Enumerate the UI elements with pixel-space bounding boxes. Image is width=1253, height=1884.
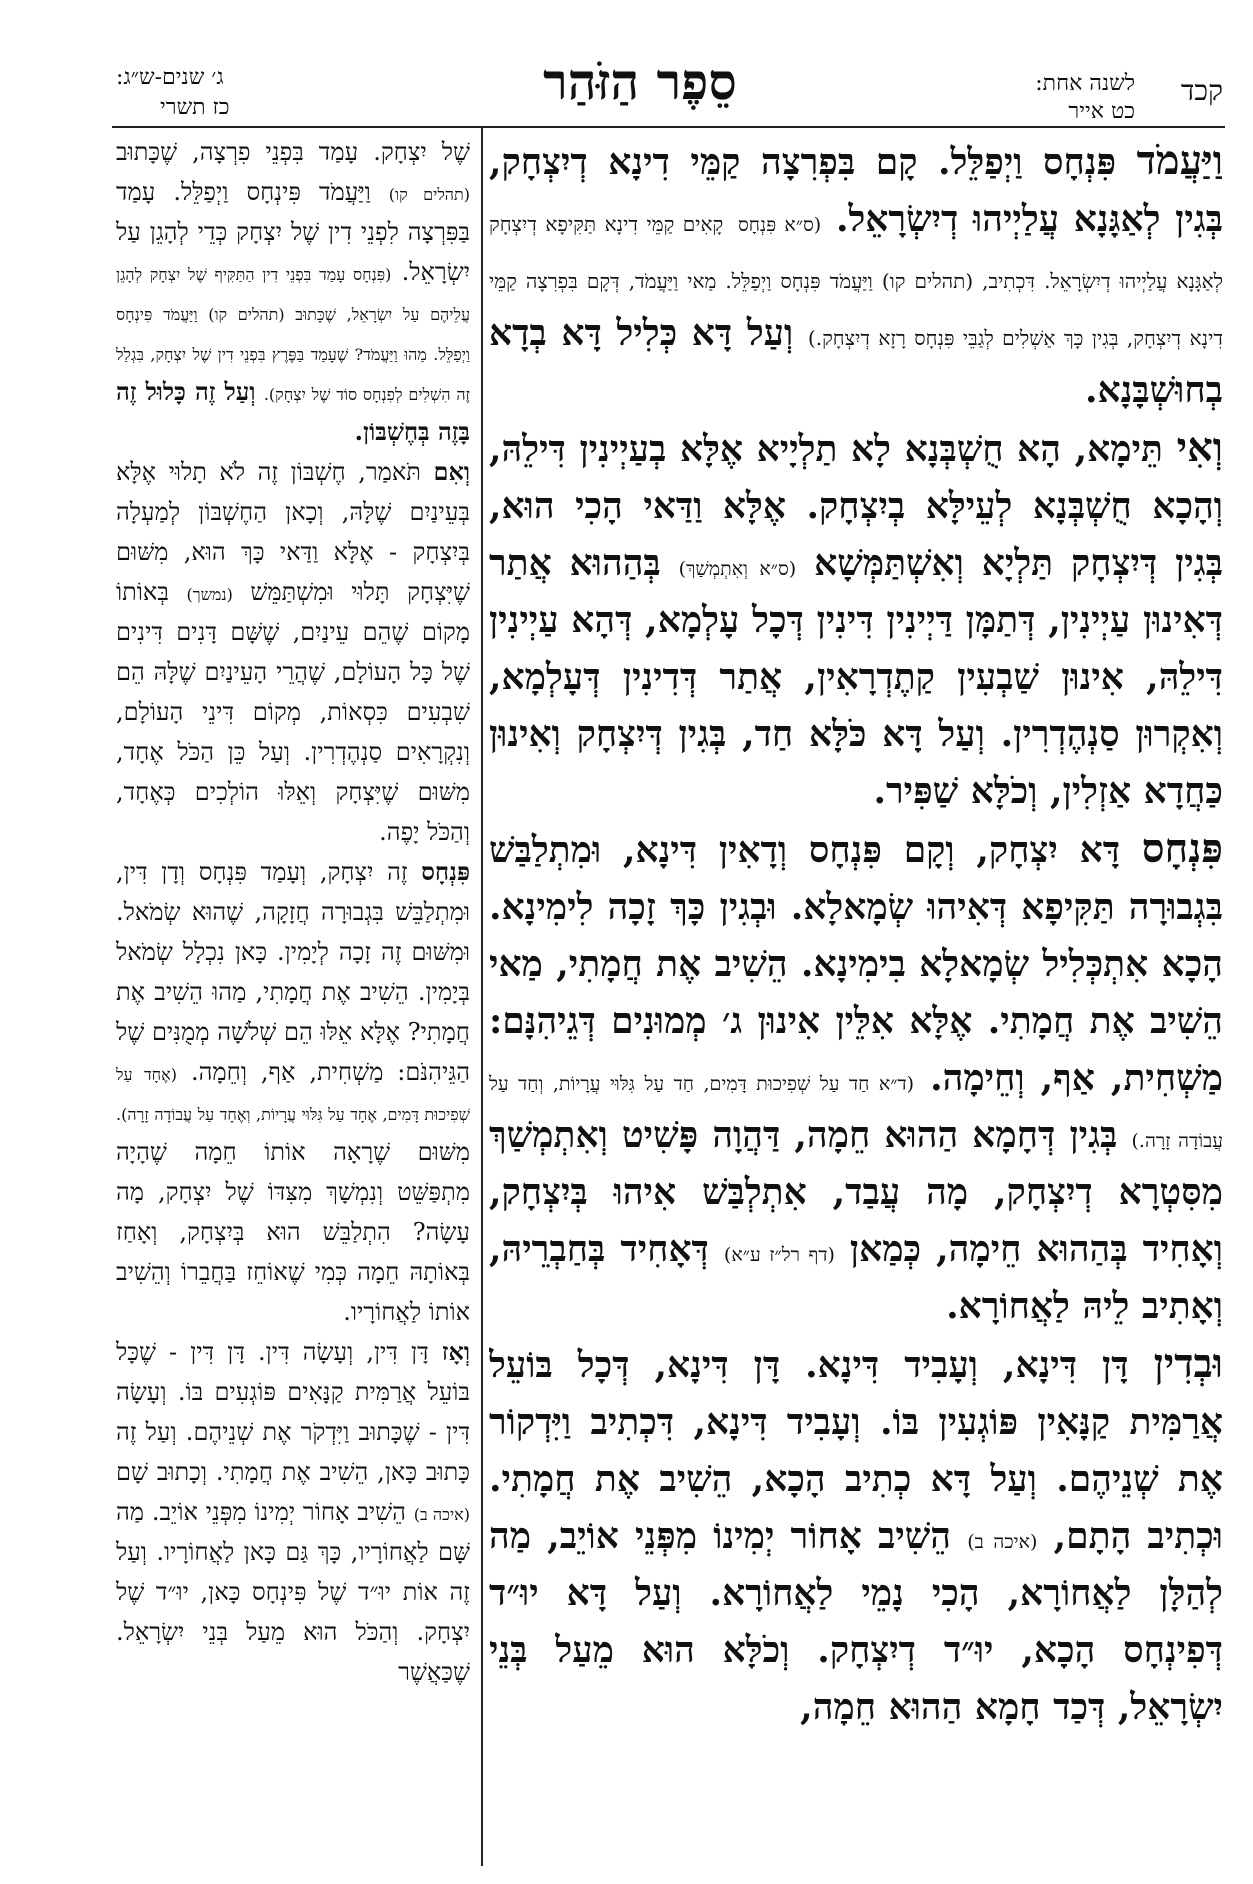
translation-text: בְּאוֹתוֹ מָקוֹם שֶׁהֵם עֵינַיִם, שֶׁשָּׁם דָּנִים דִּינִים שֶׁל כָּל הָעוֹלָם, שֶׁהֲרֵי הָעֵינַיִם שֶׁלָּהּ הֵם שִׁבְעִים כִּסְאוֹת, מְקוֹם דִּינֵי הָעוֹלָם, וְנִקְרָאִים סַנְהֶדְרִין. וְעַל כֵּן הַכֹּל אֶחָד, מִשּׁוּם שֶׁיִּצְחָק וְאֵלּוּ הוֹלְכִים כְּאֶחָד, וְהַכֹּל יָפֶה. — [116, 578, 470, 846]
translation-text: זֶה יִצְחָק, וְעָמַד פִּנְחָס וְדָן דִּין, וּמִתְלַבֵּשׁ בִּגְבוּרָה חֲזָקָה, שֶׁהוּא שְׂמֹאל. וּמִשּׁוּם זֶה זָכָה לְיָמִין. כָּאן נִכְלָל שְׂמֹאל בְּיָמִין. הֵשִׁיב אֶת חֲמָתִי, מַהוּ הֵשִׁיב אֶת חֲמָתִי? אֶלָּא אֵלּוּ הֵם שְׁלֹשָׁה מְמֻנִּים שֶׁל הַגֵּיהִנֹּם: מַשְׁחִית, אַף, וְחֵמָה. — [116, 858, 470, 1086]
main-text: פִּנְחָס וַיְפַלֵּל. קָם בִּפְרִצָה קַמֵּי דִינָא דְיִצְחָק, בְּגִין לְאַגָּנָא עֲלַיְיהוּ דְיִשְׂרָאֵל. — [489, 141, 1223, 240]
column-divider — [481, 126, 483, 1866]
verse-reference: (איכה ב) — [967, 1531, 1038, 1553]
translation-text: שֶׁל יִצְחָק. עָמַד בִּפְנֵי פִרְצָה, שֶׁכָּתוּב — [116, 138, 470, 166]
main-text: בְּגִין דְּחָמָא הַהוּא חֵמָה, דַּהֲוָה פָּשִׁיט וְאִתְמְשַׁךְ מִסִּטְרָא דְיִצְחָק, מָה עֲבַד, אִתְלְבַּשׁ אִיהוּ בְּיִצְחָק, וְאָחִיד בְּהַהוּא חֵימָה, כְּמַאן — [489, 1114, 1223, 1270]
paragraph-lead-word: וּבְדִין — [1153, 1340, 1223, 1387]
paragraph-lead-word: וְאָז — [441, 1337, 470, 1366]
main-text: הֵשִׁיב אָחוֹר יְמִינוֹ מִפְּנֵי אוֹיֵב, מַה לְהַלָּן לַאֲחוֹרָא, הָכִי נָמֵי לַאֲחוֹרָא. וְעַל דָּא יוּ״ד דְּפִינְחָס הָכָא, יוּ״ד דְיִצְחָק. וְכֹלָּא הוּא מֵעַל בְּנֵי יִשְׂרָאֵל, דְּכַד חָמָא הַהוּא חֵמָה, — [489, 1515, 1223, 1728]
folio-reference: (דף רל״ז ע״א) — [723, 1244, 835, 1266]
main-text: וְעַל דָּא כְּלִיל דָּא בְדָא בְחוּשְׁבָּנָא. — [489, 312, 1223, 411]
translation-text: וְעַל זֶה כָּלוּל זֶה בָּזֶה בְּחֶשְׁבּוֹן. — [116, 377, 470, 446]
translation-text: וַיַּעֲמֹד פִּינְחָס וַיְפַלֵּל. עָמַד בַּפִּרְצָה לִפְנֵי דִין שֶׁל יִצְחָק כְּדֵי לְהָגֵן עַל יִשְׂרָאֵל. — [116, 178, 470, 286]
variant-note: (נמשך) — [186, 585, 233, 604]
main-text: דָּא יִצְחָק, וְקָם פִּנְחָס וְדָאִין דִּינָא, וּמִתְלַבַּשׁ בִּגְבוּרָה תַּקִּיפָא דְּאִיהוּ שְׂמָאלָא. וּבְגִין כָּךְ זָכָה לִימִינָא. הָכָא אִתְכְּלִיל שְׂמָאלָא בִימִינָא. הֵשִׁיב אֶת חֲמָתִי, מַאי הֵשִׁיב אֶת חֲמָתִי. אֶלָּא אִלֵּין אִינוּן ג׳ מְמוּנִים דְּגֵיהִנָּם: מַשְׁחִית, אַף, וְחֵימָה. — [489, 829, 1223, 1099]
paragraph-lead-word: פִּנְחָס — [1141, 825, 1223, 872]
variant-note: (ד״א חַד עַל שְׁפִיכוּת דָּמִים, חַד עַל גִּלּוּי עֲרָיוֹת, וְחַד עַל עֲבוֹדָה זָרָה.) — [489, 1073, 1223, 1152]
main-text-column — [489, 132, 1223, 1872]
translation-text: תֹּאמַר, חֶשְׁבּוֹן זֶה לֹא תָלוּי אֶלָּא בְּעֵינַיִם שֶׁלָּהּ, וְכָאן הַחֶשְׁבּוֹן לְמַעְלָה בְּיִצְחָק - אֶלָּא וַדַּאי כָּךְ הוּא, מִשּׁוּם שֶׁיִּצְחָק תָּלוּי וּמִשְׁתַּמֵּשׁ — [116, 458, 470, 606]
book-title: סֵפֶר הַזֹּהַר — [543, 52, 737, 111]
translation-paragraph-2 — [116, 452, 470, 852]
translation-paragraph-1 — [116, 132, 470, 452]
main-paragraph-1 — [489, 132, 1223, 419]
paragraph-lead-word: וְאִי — [1176, 424, 1223, 471]
main-paragraph-4 — [489, 1335, 1223, 1736]
variant-text: (פִּנְחָס עָמַד בִּפְנֵי דִין הַתַּקִּיף שֶׁל יִצְחָק לְהָגֵן עֲלֵיהֶם עַל יִשְׂרָאֵל, שֶׁכָּתוּב (תהלים קו) וַיַּעֲמֹד פִּינְחָס וַיְפַלֵּל. מַהוּ וַיַּעֲמֹד? שֶׁעָמַד בַּפֶּרֶץ בִּפְנֵי דִין שֶׁל יִצְחָק, בִּגְלַל זֶה הִשְׁלִים לְפִנְחָס סוֹד שֶׁל יִצְחָק). — [116, 265, 470, 404]
paragraph-lead-word: וַיַּעֲמֹד — [1136, 137, 1223, 184]
main-text: דָּן דִּינָא, וְעָבִיד דִּינָא. דָּן דִּינָא, דְּכָל בּוֹעֵל אֲרַמִּית קַנָּאִין פּוֹגְעִין בּוֹ. וְעָבִיד דִּינָא, דִּכְתִיב וַיִּדְקוֹר אֶת שְׁנֵיהֶם. וְעַל דָּא כְתִיב הָכָא, הֵשִׁיב אֶת חֲמָתִי. וּכְתִיב הָתָם, — [489, 1344, 1223, 1557]
translation-text: דָּן דִּין, וְעָשָׂה דִּין. דָּן דִּין - שֶׁכָּל בּוֹעֵל אֲרַמִּית קַנָּאִים פּוֹגְעִים בּוֹ. וְעָשָׂה דִּין - שֶׁכָּתוּב וַיִּדְקֹר אֶת שְׁנֵיהֶם. וְעַל זֶה כָּתוּב כָּאן, הֵשִׁיב אֶת חֲמָתִי. וְכָתוּב שָׁם — [116, 1338, 470, 1486]
translation-text: הֵשִׁיב אָחוֹר יְמִינוֹ מִפְּנֵי אוֹיֵב. מַה שָּׁם לַאֲחוֹרָיו, כָּךְ גַּם כָּאן לַאֲחוֹרָיו. וְעַל זֶה אוֹת יוּ״ד שֶׁל פִּינְחָס כָּאן, יוּ״ד שֶׁל יִצְחָק. וְהַכֹּל הוּא מֵעַל בְּנֵי יִשְׂרָאֵל. שֶׁכַּאֲשֶׁר — [116, 1498, 470, 1686]
main-text: תֵּימָא, הָא חֻשְׁבְּנָא לָא תַלְיָיא אֶלָּא בְעַיְינִין דִּילֵהּ, וְהָכָא חֻשְׁבְּנָא לְעֵילָּא בְיִצְחָק. אֶלָּא וַדַּאי הָכִי הוּא, בְּגִין דְּיִצְחָק תַּלְיָא וְאִשְׁתַּמְּשָׁא — [489, 428, 1223, 584]
page-number: קכד — [1180, 74, 1223, 107]
study-date-2: כז תשרי — [160, 95, 230, 120]
header-divider — [112, 126, 1225, 128]
study-schedule-label: לשנה אחת: — [1035, 71, 1135, 96]
verse-reference: (תהלים קו) — [388, 185, 470, 204]
paragraph-lead-word: פִּנְחָס — [421, 857, 470, 886]
main-paragraph-2 — [489, 419, 1223, 820]
translation-column — [116, 132, 470, 1872]
study-date: כט אייר — [1068, 99, 1135, 124]
verse-reference: (איכה ב) — [413, 1505, 470, 1524]
translation-text: מִשּׁוּם שֶׁרָאָה אוֹתוֹ חֵמָה שֶׁהָיָה מִתְפַּשֵּׁט וְנִמְשָׁךְ מִצִּדּוֹ שֶׁל יִצְחָק, מָה עָשָׂה? הִתְלַבֵּשׁ הוּא בְּיִצְחָק, וְאָחַז בְּאוֹתָהּ חֵמָה כְּמִי שֶׁאוֹחֵז בַּחֲבֵרוֹ וְהֵשִׁיב אוֹתוֹ לַאֲחוֹרָיו. — [116, 1138, 470, 1326]
variant-text: קָאִים קַמֵּי דִינָא תַּקִּיפָא דְיִצְחָק לְאַגָּנָא עֲלַיְיהוּ דְיִשְׂרָאֵל. דִּכְתִיב, (תהלים קו) וַיַּעֲמֹד פִּנְחָס וַיְפַלֵּל. מַאי וַיַּעֲמֹד, דְּקָם בִּפְרִצָה קַמֵּי דִינָא דְיִצְחָק, בְּגִין כָּךְ אַשְׁלִים לְגַבֵּי פִּנְחָס רָזָא דְיִצְחָק.) — [489, 212, 1223, 350]
translation-paragraph-3 — [116, 852, 470, 1332]
main-text: בְּהַהוּא אֲתַר דְּאִינוּן עַיְינִין, דְּתַמָּן דַּיְינִין דִּינִין דְּכָל עָלְמָא, דְּהָא עַיְינִין דִּילֵהּ, אִינוּן שַׁבְעִין קַתֶדְרָאִין, אֲתַר דְּדִינִין דְּעָלְמָא, וְאִקְרוּן סַנְהֶדְרִין. וְעַל דָּא כֹּלָּא חַד, בְּגִין דְּיִצְחָק וְאִינוּן כַּחֲדָא אַזְלִין, וְכֹלָּא שַׁפִּיר. — [489, 542, 1223, 812]
main-text: דְּאָחִיד בְּחַבְרֵיהּ, וְאָתִיב לֵיהּ לַאֲחוֹרָא. — [489, 1228, 1223, 1327]
variant-note: (אֶחָד עַל שְׁפִיכוּת דָּמִים, אֶחָד עַל גִּלּוּי עֲרָיוֹת, וְאֶחָד עַל עֲבוֹדָה זָרָה). — [116, 1065, 470, 1124]
translation-paragraph-4 — [116, 1332, 470, 1692]
variant-note: (ס״א וְאִתְמְשַׁךְ) — [678, 558, 797, 580]
main-paragraph-3 — [489, 820, 1223, 1335]
variant-note: (ס״א פִּנְחָס — [737, 214, 822, 236]
paragraph-lead-word: וְאִם — [433, 457, 470, 486]
study-schedule-label-2: ג׳ שנים-ש״ג: — [116, 65, 224, 90]
